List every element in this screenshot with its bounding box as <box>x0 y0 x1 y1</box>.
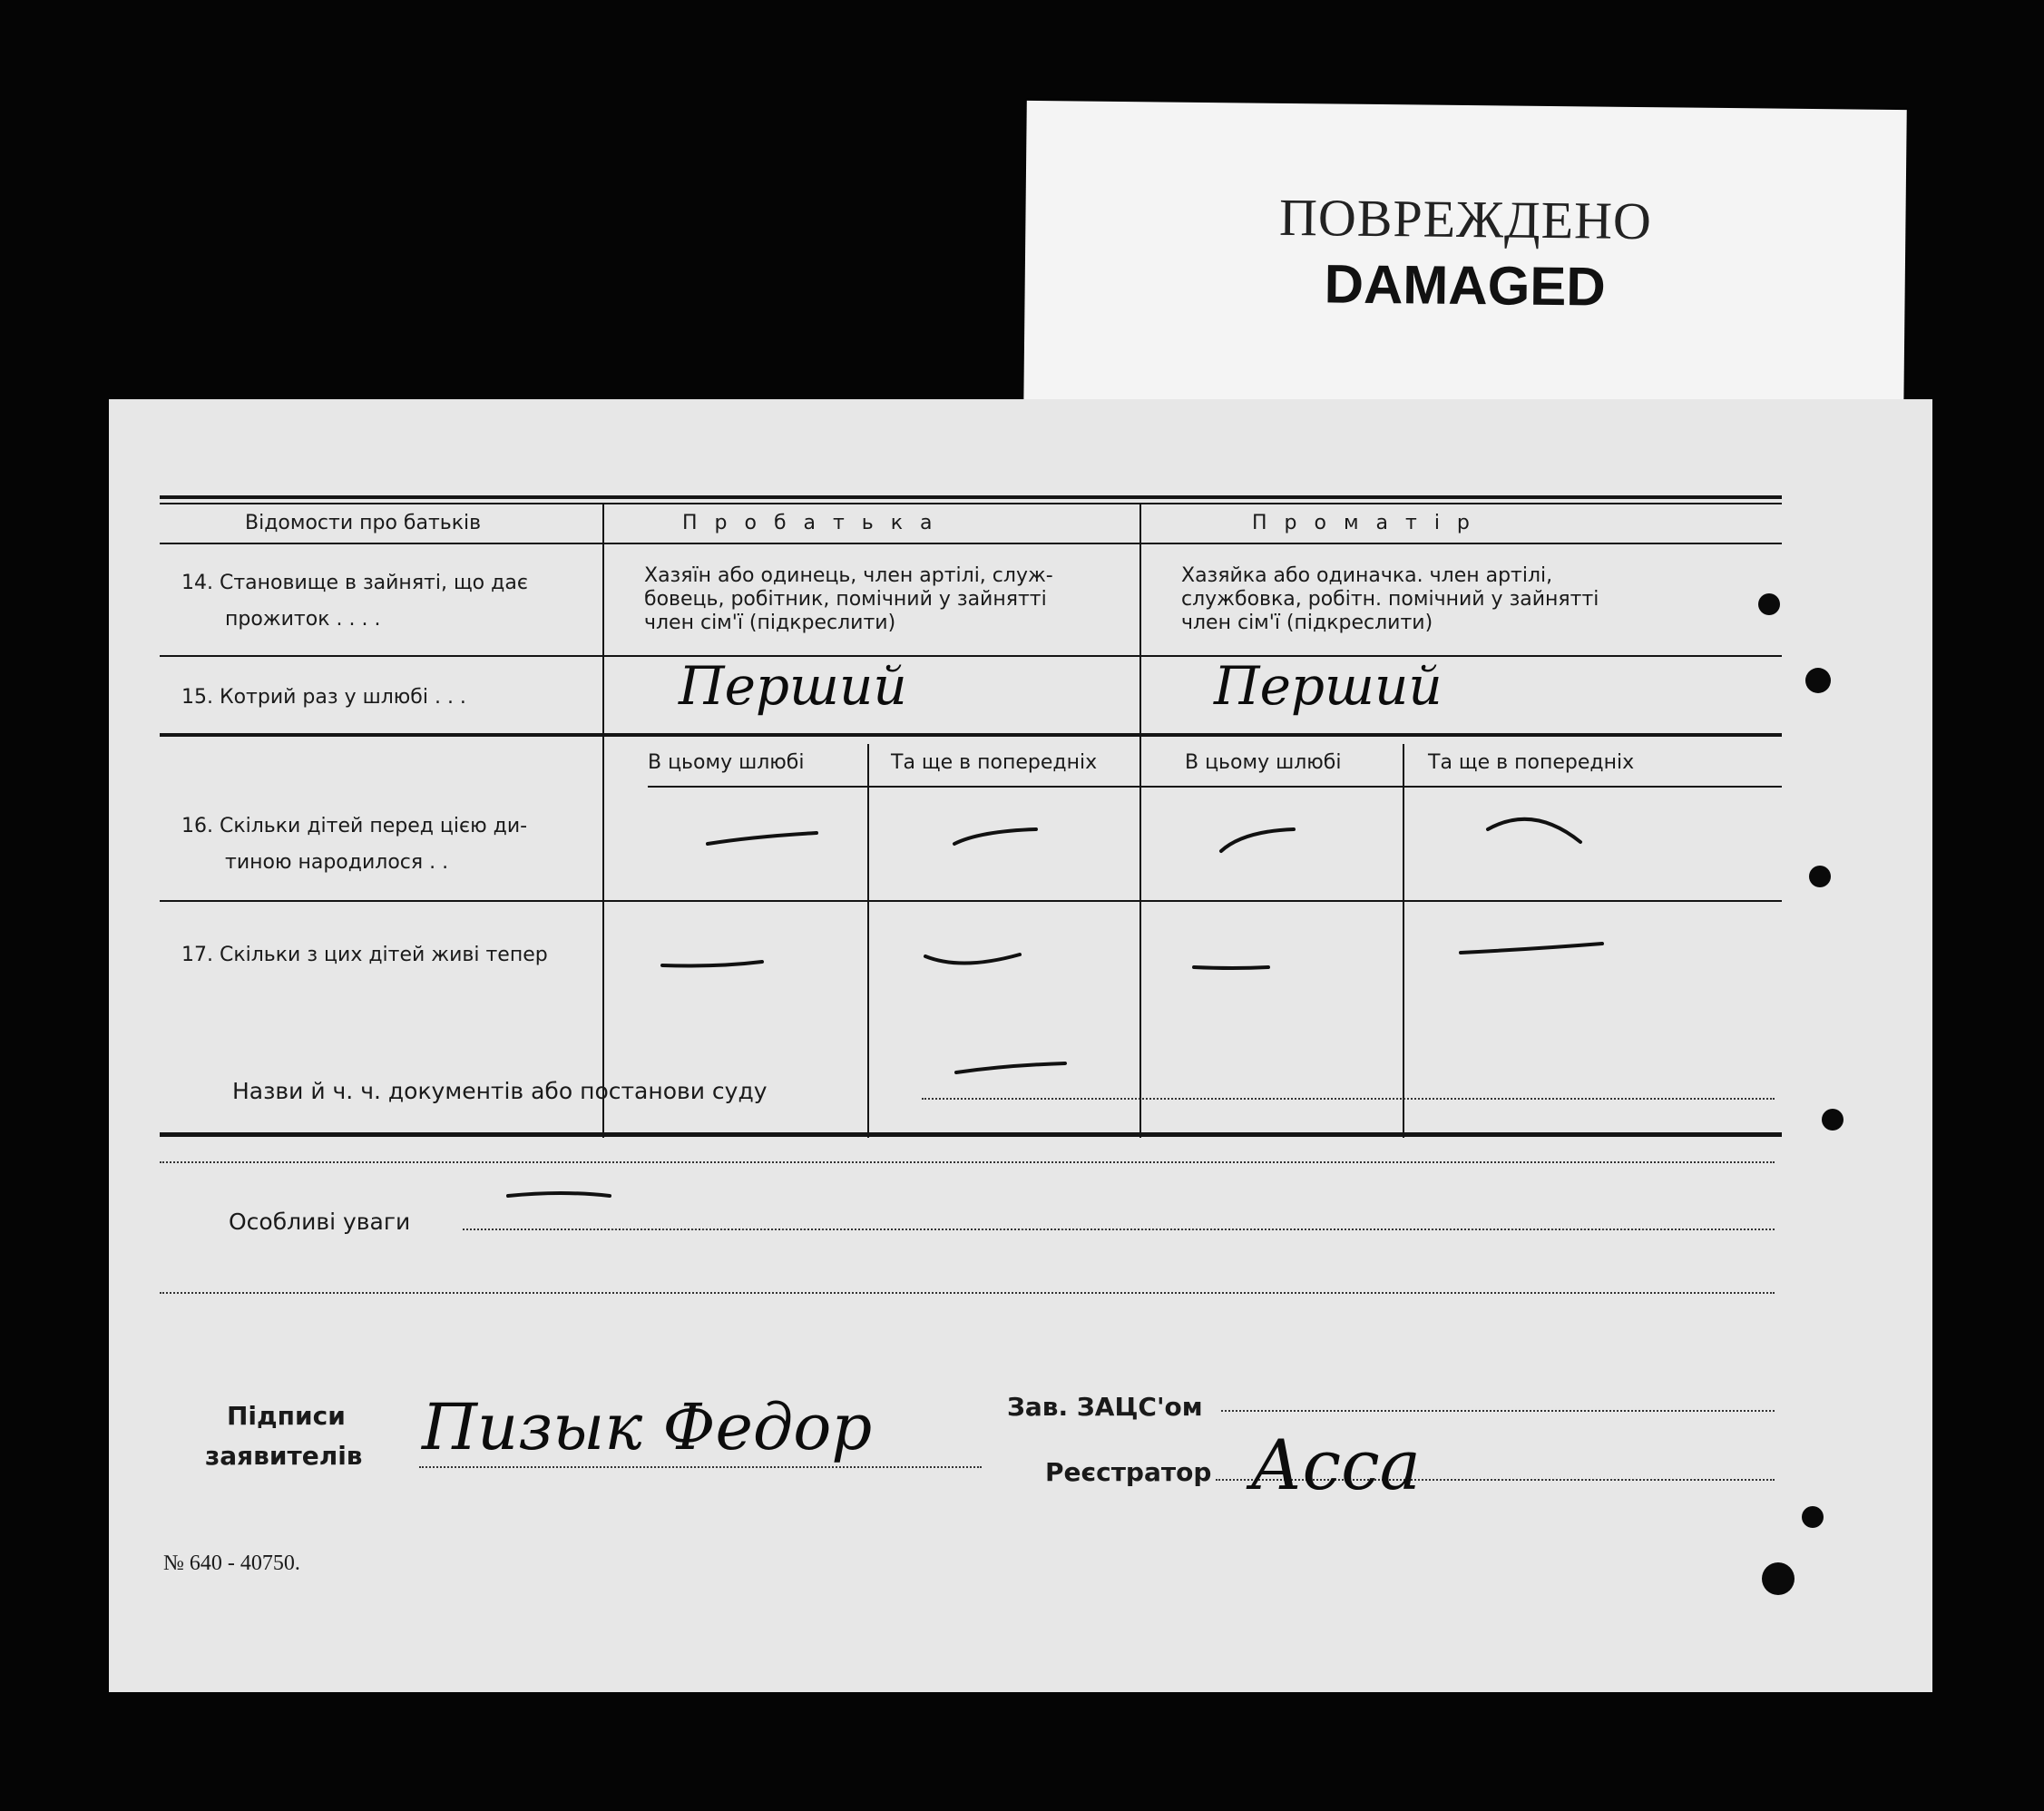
subheader-rule <box>648 786 1782 788</box>
row14-mother-3: член сім'ї (підкреслити) <box>1181 612 1433 634</box>
head-label: Зав. ЗАЦС'ом <box>1007 1392 1203 1422</box>
table-divider-2 <box>1139 504 1141 1138</box>
row14-mother-1: Хазяйка або одиначка. член артілі, <box>1181 564 1553 587</box>
subheader-previous-father: Та ще в попередніх <box>891 751 1098 774</box>
row14-label-1: 14. Становище в зайняті, що дає <box>181 572 528 594</box>
row14-label-2: прожиток . . . . <box>225 608 381 631</box>
notes-line <box>463 1229 1775 1230</box>
applicant-signature: Пизык Федор <box>422 1390 873 1464</box>
row14-father-1: Хазяїн або одинець, член артілі, служ- <box>644 564 1053 587</box>
table-divider-1 <box>602 504 604 1138</box>
signatures-label-2: заявителів <box>205 1441 363 1471</box>
row16-label-2: тиною народилося . . <box>225 851 449 874</box>
documents-line <box>922 1098 1775 1100</box>
row15-father-value: Перший <box>679 655 907 717</box>
subheader-this-marriage-father: В цьому шлюбі <box>648 751 805 774</box>
table-divider-4 <box>1403 744 1404 1138</box>
damaged-label-card <box>1023 101 1907 418</box>
form-number: № 640 - 40750. <box>163 1552 300 1575</box>
row16-label-1: 16. Скільки дітей перед цією ди- <box>181 815 528 837</box>
registrar-label: Реєстратор <box>1045 1457 1212 1487</box>
table-top-rule <box>160 495 1782 499</box>
header-parents-info: Відомости про батьків <box>245 512 482 534</box>
row14-father-3: член сім'ї (підкреслити) <box>644 612 896 634</box>
row14-father-2: бовець, робітник, помічний у зайнятті <box>644 588 1047 611</box>
table-bottom-rule <box>160 1132 1782 1137</box>
row16-rule <box>160 900 1782 902</box>
subheader-this-marriage-mother: В цьому шлюбі <box>1185 751 1342 774</box>
table-top-rule-thin <box>160 503 1782 504</box>
damaged-label-en: DAMAGED <box>1324 253 1607 318</box>
row14-mother-2: службовка, робітн. помічний у зайнятті <box>1181 588 1599 611</box>
form-sheet <box>109 399 1932 1692</box>
registrar-signature: Асса <box>1250 1424 1421 1505</box>
applicant-sign-line <box>419 1466 982 1468</box>
row17-label: 17. Скільки з цих дітей живі тепер <box>181 944 548 966</box>
damaged-label-ru: ПОВРЕЖДЕНО <box>1278 187 1653 251</box>
head-sign-line <box>1221 1410 1775 1412</box>
documents-label: Назви й ч. ч. документів або постанови суду <box>232 1078 768 1104</box>
row14-rule <box>160 655 1782 657</box>
table-divider-3 <box>867 744 869 1138</box>
header-about-father: П р о б а т ь к а <box>682 512 938 534</box>
subheader-previous-mother: Та ще в попередніх <box>1428 751 1635 774</box>
row15-rule <box>160 733 1782 737</box>
header-rule <box>160 543 1782 544</box>
row15-label: 15. Котрий раз у шлюбі . . . <box>181 686 466 709</box>
header-about-mother: П р о м а т і р <box>1252 512 1475 534</box>
signatures-label-1: Підписи <box>227 1401 346 1431</box>
row15-mother-value: Перший <box>1214 655 1443 717</box>
notes-line-2 <box>160 1292 1775 1294</box>
notes-label: Особливі уваги <box>229 1209 411 1235</box>
documents-line-2 <box>160 1161 1775 1163</box>
